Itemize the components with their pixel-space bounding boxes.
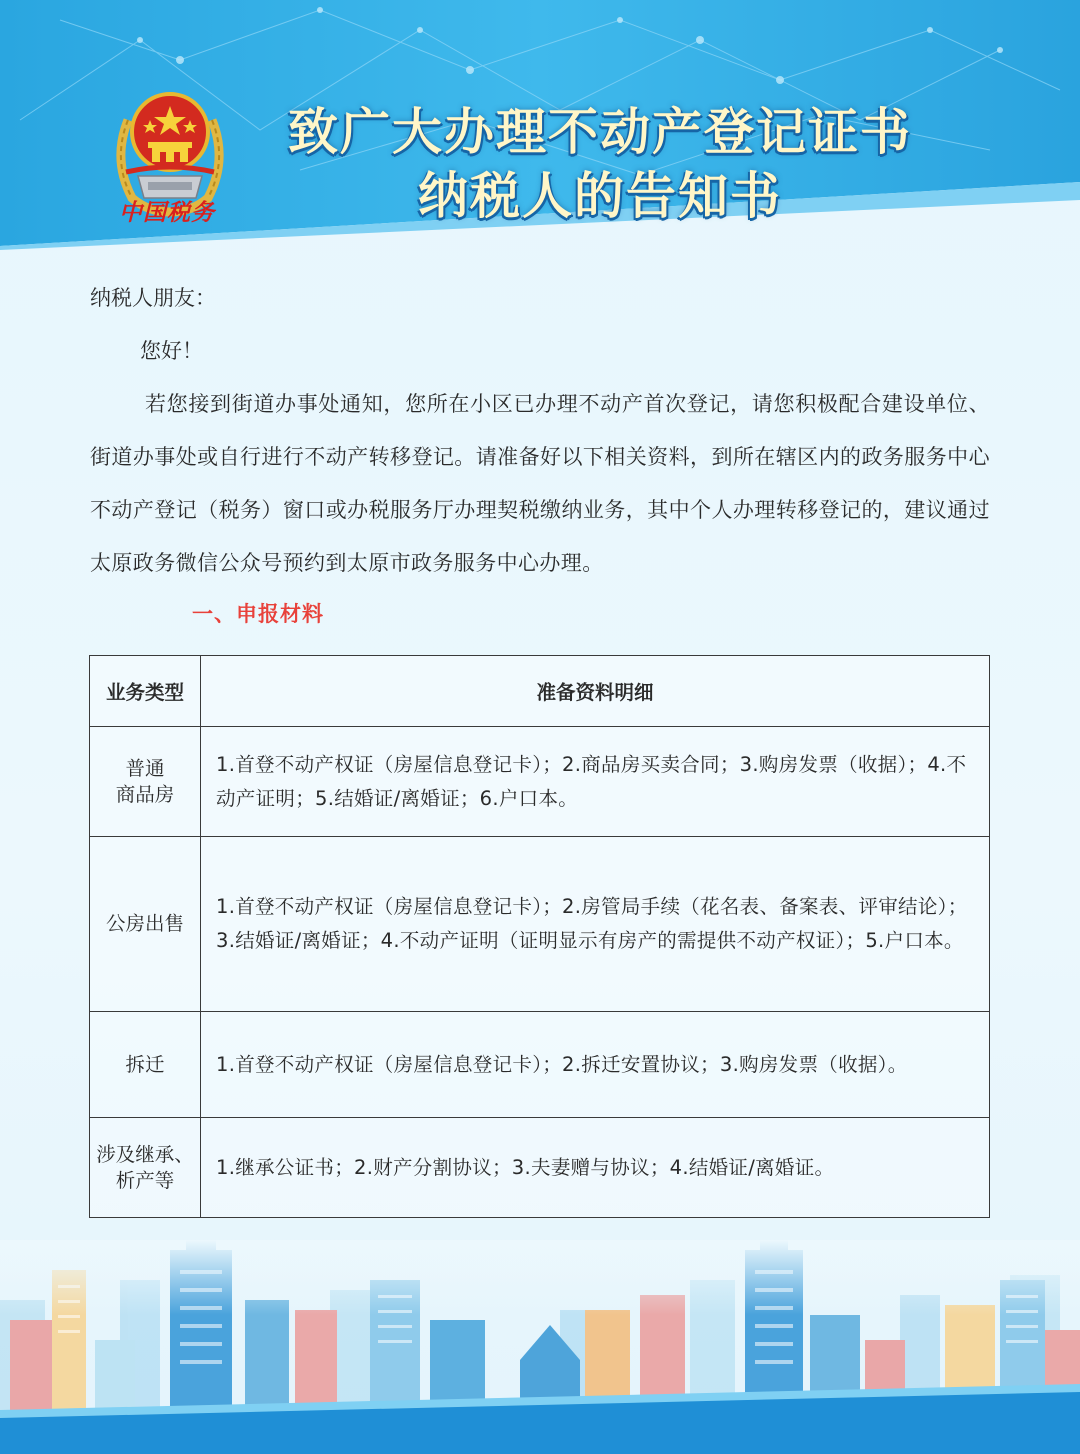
row-detail: 1.首登不动产权证（房屋信息登记卡）；2.房管局手续（花名表、备案表、评审结论）；3.结婚证/离婚证；4.不动产证明（证明显示有房产的需提供不动产权证）；5.户口本。 [201,837,990,1012]
row-type-cell [90,727,201,837]
row-type-cell [90,837,201,1012]
table-header-row [90,656,990,727]
salutation: 纳税人朋友： [90,286,216,310]
city-skyline-illustration [0,1240,1080,1454]
row-detail: 1.首登不动产权证（房屋信息登记卡）；2.商品房买卖合同；3.购房发票（收据）；4.不动产证明；5.结婚证/离婚证；6.户口本。 [201,727,990,837]
table-row [90,1118,990,1218]
table-row [90,1012,990,1118]
header-banner [0,0,1080,250]
table-row [90,837,990,1012]
table-row [90,727,990,837]
section-heading: 一、申报材料 [192,602,324,626]
header-business-type: 业务类型 [90,656,201,727]
row-type-cell [90,1012,201,1118]
header-materials-detail: 准备资料明细 [201,656,990,727]
row-type-line1: 普通 [125,756,165,780]
row-detail: 1.首登不动产权证（房屋信息登记卡）；2.拆迁安置协议；3.购房发票（收据）。 [201,1012,990,1118]
materials-table [89,655,990,1218]
row-type-line2: 析产等 [115,1168,175,1192]
tax-logo-text: 中国税务 [119,199,215,226]
row-type-line1: 公房出售 [105,912,184,935]
page-title-line-2: 纳税人的告知书 [418,167,782,225]
row-type-line1: 涉及继承、 [96,1142,194,1166]
intro-paragraph: 若您接到街道办事处通知，您所在小区已办理不动产首次登记，请您积极配合建设单位、街道办事处或自行进行不动产转移登记。请准备好以下相关资料，到所在辖区内的政务服务中心不动产登记（税务）窗口或办税服务厅办理契税缴纳业务，其中个人办理转移登记的，建议通过太原政务微信公众号预约到太原市政务服务中心办理。 [90,392,990,575]
row-type-line1: 拆迁 [125,1052,165,1076]
page-title-line-1: 致广大办理不动产登记证书 [288,103,912,161]
row-type-cell [90,1118,201,1218]
row-detail: 1.继承公证书；2.财产分割协议；3.夫妻赠与协议；4.结婚证/离婚证。 [201,1118,990,1218]
row-type-line2: 商品房 [115,782,175,806]
greeting: 您好！ [140,339,203,363]
